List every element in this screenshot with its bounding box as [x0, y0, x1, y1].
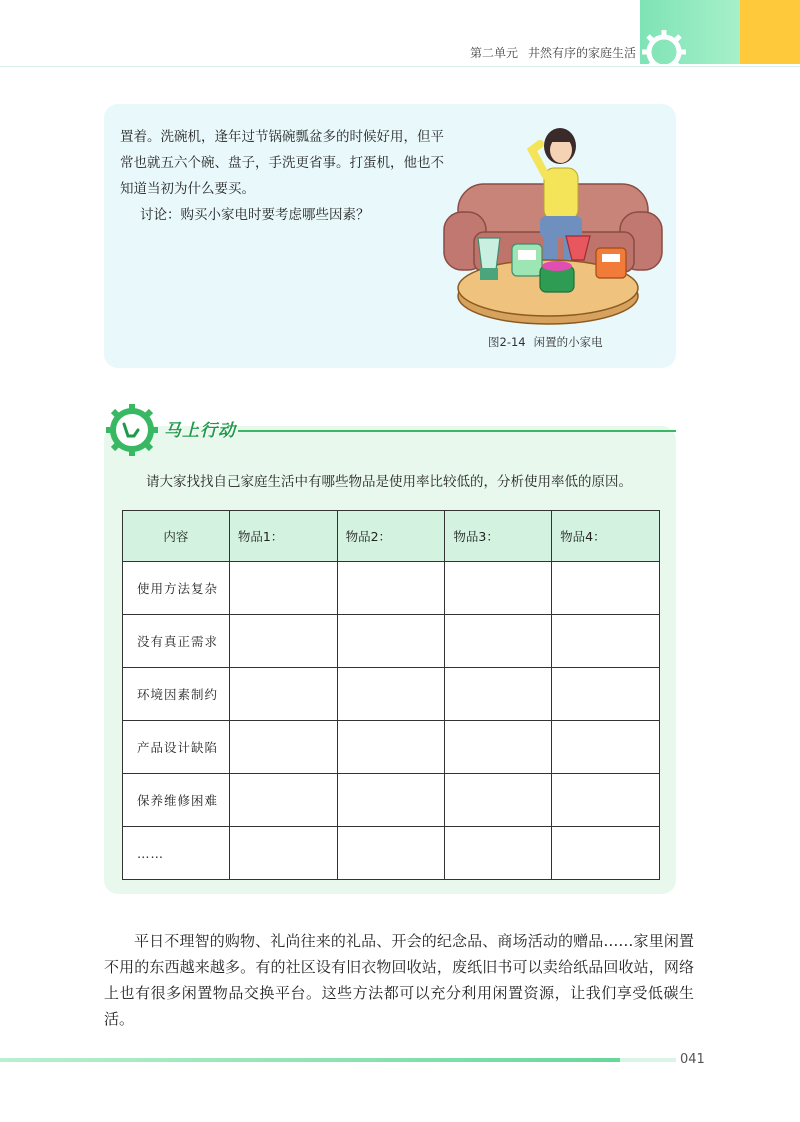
table-cell[interactable]: [552, 668, 660, 721]
table-header-row: [123, 511, 660, 562]
row-label: 使用方法复杂: [123, 562, 230, 615]
row-label: 保养维修困难: [123, 774, 230, 827]
table-cell[interactable]: [337, 827, 445, 880]
table-cell[interactable]: [445, 668, 552, 721]
row-label: 没有真正需求: [123, 615, 230, 668]
table-row: [123, 721, 660, 774]
table-cell[interactable]: [337, 668, 445, 721]
discussion-lead: 讨论：: [140, 207, 181, 223]
story-box: [104, 104, 676, 368]
table-cell[interactable]: [445, 562, 552, 615]
table-row: [123, 615, 660, 668]
table-header-cell: 物品1：: [229, 511, 337, 562]
row-label: 产品设计缺陷: [123, 721, 230, 774]
table-cell[interactable]: [229, 668, 337, 721]
figure-caption: [488, 334, 648, 350]
table-header-cell: 内容: [123, 511, 230, 562]
body-paragraph: 平日不理智的购物、礼尚往来的礼品、开会的纪念品、商场活动的赠品……家里闲置不用的东西越来越多。有的社区设有旧衣物回收站，废纸旧书可以卖给纸品回收站，网络上也有很多闲置物品交换平台。这些方法都可以充分利用闲置资源，让我们享受低碳生活。: [104, 932, 694, 1028]
row-label: 环境因素制约: [123, 668, 230, 721]
footer-bar-end: [620, 1058, 676, 1062]
table-cell[interactable]: [337, 721, 445, 774]
running-head: [470, 44, 640, 64]
story-text: 置着。洗碗机，逢年过节锅碗瓢盆多的时候好用，但平常也就五六个碗、盘子，手洗更省事。打蛋机，他也不知道当初为什么要买。: [120, 129, 444, 197]
usage-table: [122, 510, 660, 880]
table-row: [123, 668, 660, 721]
table-cell[interactable]: [552, 774, 660, 827]
table-cell[interactable]: [445, 615, 552, 668]
table-cell[interactable]: [552, 615, 660, 668]
unit-title: 井然有序的家庭生活: [528, 46, 637, 60]
table-row: [123, 774, 660, 827]
footer-bar: [0, 1058, 620, 1062]
idle-appliances-illustration: [440, 120, 666, 330]
row-label: ……: [123, 827, 230, 880]
table-cell[interactable]: [445, 721, 552, 774]
page-number: 041: [680, 1052, 705, 1067]
table-cell[interactable]: [552, 562, 660, 615]
figure-number: 图2-14: [488, 335, 526, 349]
action-title-rule: [238, 430, 676, 432]
table-row: [123, 562, 660, 615]
table-cell[interactable]: [552, 721, 660, 774]
discussion: [120, 202, 450, 228]
table-cell[interactable]: [445, 827, 552, 880]
action-title: 马上行动: [164, 421, 236, 441]
table-cell[interactable]: [445, 774, 552, 827]
header-corner-yellow: [740, 0, 800, 64]
action-intro: 请大家找找自己家庭生活中有哪些物品是使用率比较低的，分析使用率低的原因。: [146, 474, 632, 490]
table-cell[interactable]: [229, 721, 337, 774]
table-cell[interactable]: [337, 615, 445, 668]
discussion-question: 购买小家电时要考虑哪些因素？: [180, 207, 370, 223]
unit-label: 第二单元: [470, 46, 519, 60]
table-cell[interactable]: [229, 615, 337, 668]
table-cell[interactable]: [337, 774, 445, 827]
table-header-cell: 物品3：: [445, 511, 552, 562]
table-header-cell: 物品2：: [337, 511, 445, 562]
table-cell[interactable]: [229, 562, 337, 615]
table-header-cell: 物品4：: [552, 511, 660, 562]
table-row: [123, 827, 660, 880]
table-cell[interactable]: [229, 827, 337, 880]
figure-title: 闲置的小家电: [533, 335, 603, 349]
table-cell[interactable]: [337, 562, 445, 615]
hand-gear-icon: [104, 402, 160, 458]
gear-icon: [640, 28, 688, 76]
table-cell[interactable]: [552, 827, 660, 880]
table-cell[interactable]: [229, 774, 337, 827]
header-divider: [0, 66, 800, 67]
